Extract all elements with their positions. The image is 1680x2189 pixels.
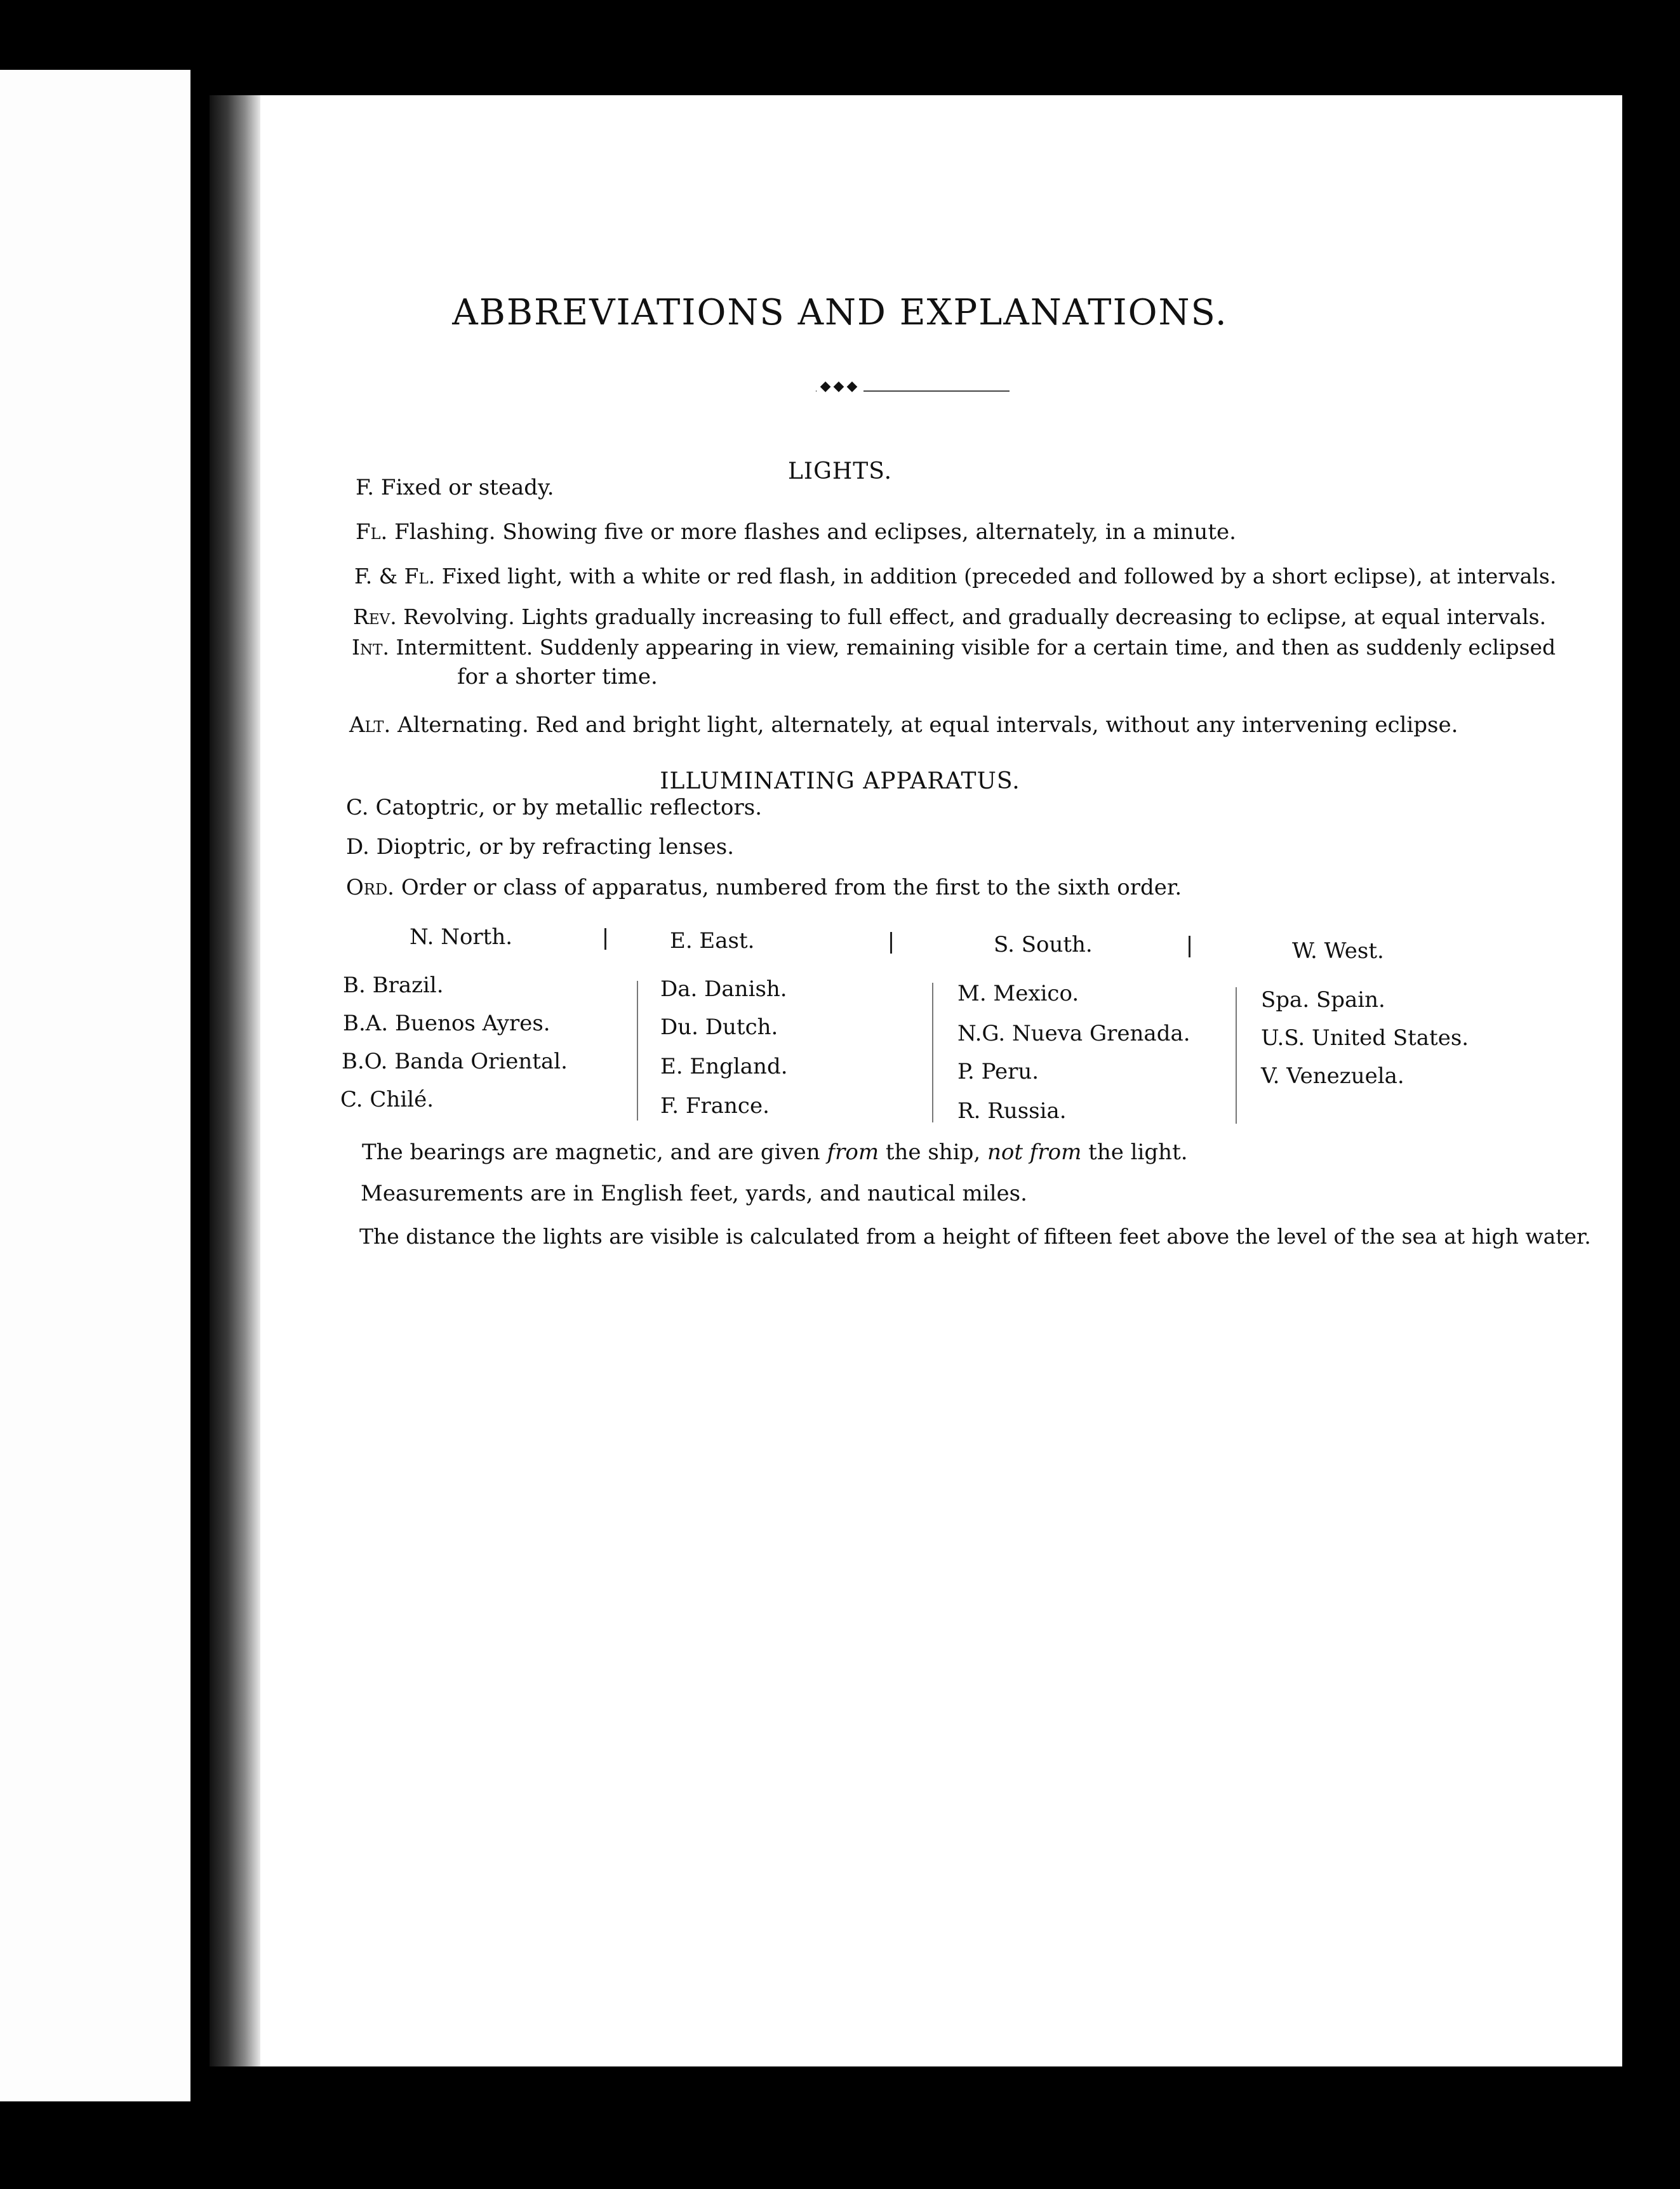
country-item: Spa. Spain. (1261, 987, 1385, 1013)
lights-item-alternating: Alt. Alternating. Red and bright light, alternately, at equal intervals, without any intervening eclipse. (349, 712, 1458, 738)
lights-item-flashing: Fl. Flashing. Showing five or more flashes and eclipses, alternately, in a minute. (356, 519, 1236, 545)
note-distance: The distance the lights are visible is calculated from a height of fifteen feet above the level of the sea at high water. (359, 1224, 1591, 1249)
country-item: C. Chilé. (340, 1087, 434, 1112)
lights-heading: LIGHTS. (787, 458, 893, 484)
direction-south: S. South. (994, 932, 1093, 957)
column-rule (637, 981, 638, 1121)
country-item: Du. Dutch. (660, 1015, 778, 1040)
country-item: U.S. United States. (1261, 1025, 1469, 1051)
lights-item-revolving: Rev. Revolving. Lights gradually increasing to full effect, and gradually decreasing to eclipse, at equal intervals. (353, 604, 1547, 629)
country-item: B. Brazil. (343, 973, 444, 998)
note-bearings: The bearings are magnetic, and are given from the ship, not from the light. (362, 1140, 1188, 1165)
country-item: Da. Danish. (660, 976, 787, 1002)
lights-item-fixed-flash: F. & Fl. Fixed light, with a white or red flash, in addition (preceded and followed by a short eclipse), at intervals. (354, 564, 1557, 589)
country-item: V. Venezuela. (1261, 1063, 1404, 1089)
lights-item-intermittent: Int. Intermittent. Suddenly appearing in view, remaining visible for a certain time, and then as suddenly eclipsed (352, 635, 1556, 660)
direction-east: E. East. (670, 928, 755, 954)
facing-page-edge (0, 70, 190, 2101)
apparatus-item-catoptric: C. Catoptric, or by metallic reflectors. (346, 795, 763, 820)
apparatus-item-dioptric: D. Dioptric, or by refracting lenses. (346, 834, 735, 860)
column-rule (932, 983, 933, 1122)
country-item: P. Peru. (957, 1059, 1039, 1084)
lights-item-fixed: F. Fixed or steady. (356, 475, 554, 500)
apparatus-heading: ILLUMINATING APPARATUS. (660, 768, 1020, 794)
direction-divider (604, 928, 606, 950)
country-item: M. Mexico. (957, 981, 1079, 1006)
country-item: R. Russia. (957, 1098, 1067, 1124)
lights-item-intermittent-continuation: for a shorter time. (457, 664, 658, 689)
page-title: ABBREVIATIONS AND EXPLANATIONS. (452, 292, 1228, 333)
ornament-diamonds: ◆◆◆ (0, 378, 1680, 394)
country-item: B.O. Banda Oriental. (342, 1049, 568, 1074)
direction-divider (890, 932, 892, 954)
direction-north: N. North. (410, 924, 513, 950)
column-rule (1236, 987, 1237, 1124)
country-item: B.A. Buenos Ayres. (343, 1011, 550, 1036)
country-item: E. England. (660, 1054, 788, 1079)
apparatus-item-order: Ord. Order or class of apparatus, numbered from the first to the sixth order. (346, 875, 1182, 900)
direction-divider (1189, 936, 1190, 957)
country-item: N.G. Nueva Grenada. (957, 1021, 1190, 1046)
country-item: F. France. (660, 1093, 770, 1119)
direction-west: W. West. (1292, 938, 1384, 964)
note-measurements: Measurements are in English feet, yards, and nautical miles. (361, 1181, 1027, 1206)
